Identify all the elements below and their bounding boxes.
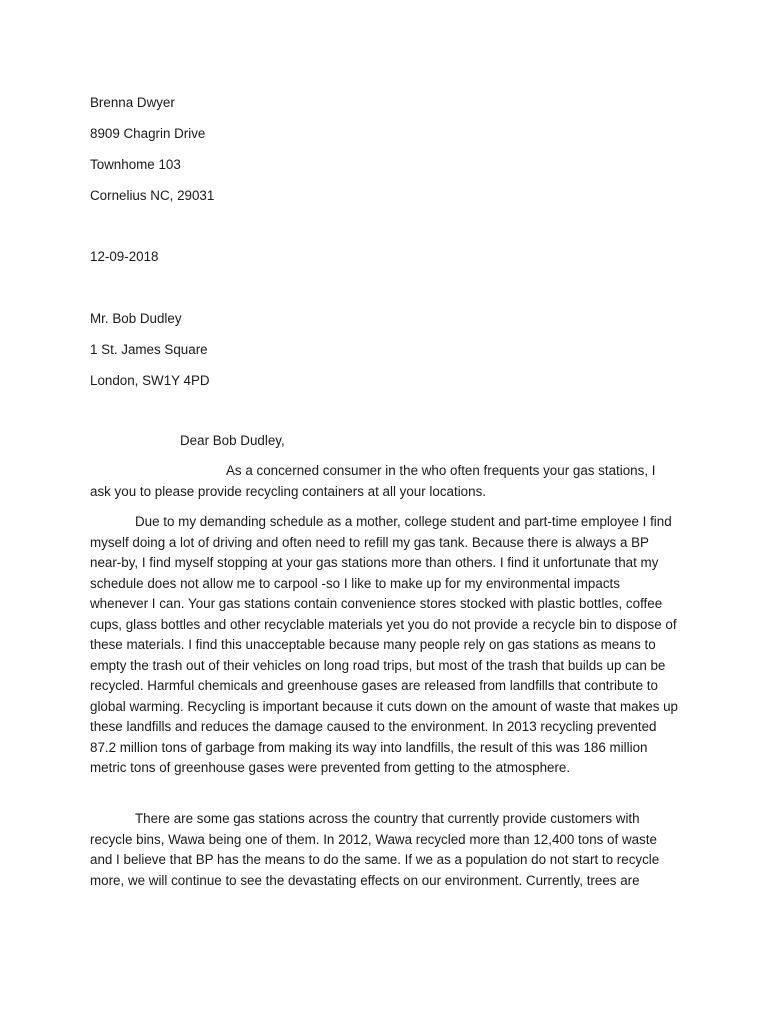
sender-city-state-zip: Cornelius NC, 29031 xyxy=(90,188,215,203)
paragraph-body-2: There are some gas stations across the country that currently provide customers with recycle bins, Wawa being one of them. In 2012, Wawa recycled more than 12,400 tons of waste and I believe that BP has the means to do the same. If we as a population do not start to recycle more, we will continue to see the devastating effects on our environment. Currently, trees are xyxy=(90,811,660,888)
recipient-name: Mr. Bob Dudley xyxy=(90,311,182,326)
salutation: Dear Bob Dudley, xyxy=(180,433,285,448)
recipient-city-postcode: London, SW1Y 4PD xyxy=(90,373,210,388)
paragraph-intro: As a concerned consumer in the who often frequents your gas stations, I ask you to please provide recycling containers at all your locations. xyxy=(90,463,656,499)
sender-street: 8909 Chagrin Drive xyxy=(90,126,206,141)
recipient-street: 1 St. James Square xyxy=(90,342,208,357)
letter-date: 12-09-2018 xyxy=(90,249,159,264)
paragraph-body-1: Due to my demanding schedule as a mother, college student and part-time employee I find myself doing a lot of driving and often need to refill my gas tank. Because there is always a BP near-by, I find myself stopping at your gas stations more than others. I find it unfortunate that my schedule does not allow me to carpool -so I like to make up for my environmental impacts whenever I can. Your gas stations contain convenience stores stocked with plastic bottles, coffee cups, glass bottles and other recyclable materials yet you do not provide a recycle bin to dispose of these materials. I find this unacceptable because many people rely on gas stations as means to empty the trash out of their vehicles on long road trips, but most of the trash that builds up can be recycled. Harmful chemicals and greenhouse gases are released from landfills that contribute to global warming. Recycling is important because it cuts down on the amount of waste that makes up these landfills and reduces the damage caused to the environment. In 2013 recycling prevented 87.2 million tons of garbage from making its way into landfills, the result of this was 186 million metric tons of greenhouse gases were prevented from getting to the atmosphere. xyxy=(90,514,679,775)
sender-name: Brenna Dwyer xyxy=(90,95,175,110)
sender-unit: Townhome 103 xyxy=(90,157,181,172)
